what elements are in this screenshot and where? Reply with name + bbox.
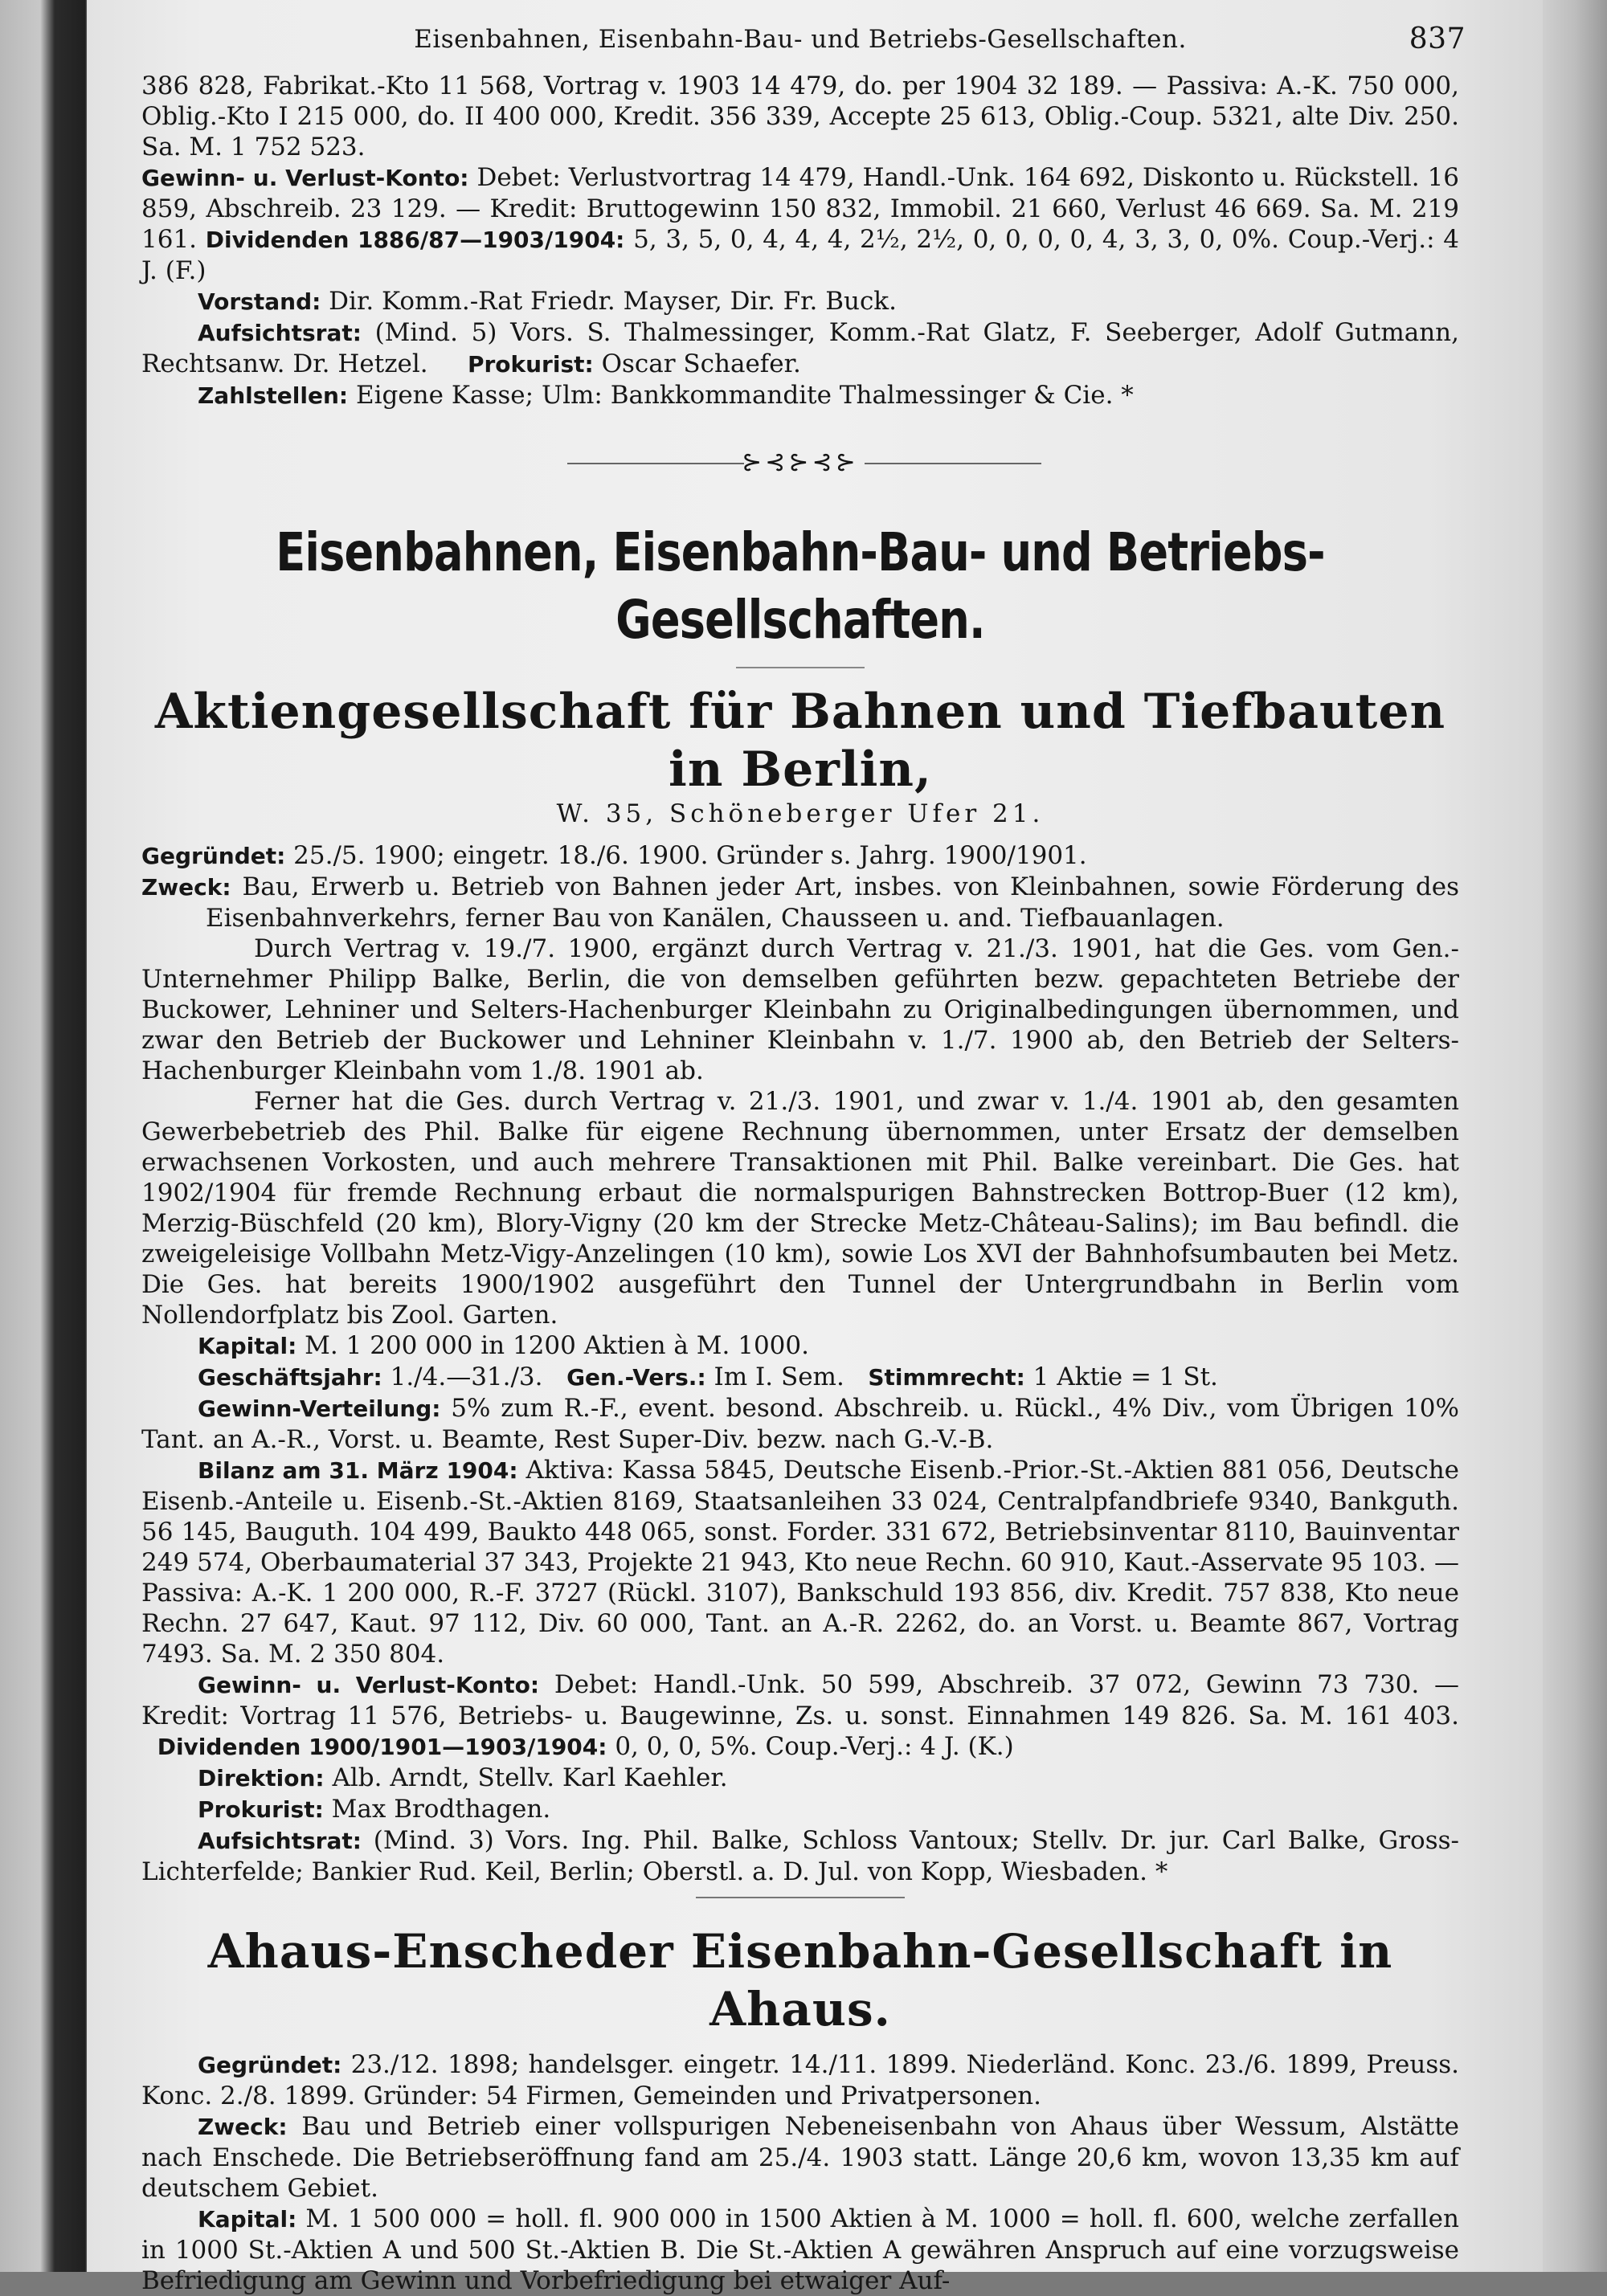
running-title: Eisenbahnen, Eisenbahn-Bau- und Betriebs-Gesellschaften. bbox=[414, 25, 1187, 54]
section-ornament bbox=[141, 447, 1459, 479]
founded-text: 23./12. 1898; handelsger. eingetr. 14./11. 1899. Niederländ. Konc. 23./6. 1899, Preuss. Konc. 2./8. 1899. Gründer: 54 Firmen, Gemeinden und Privatpersonen. bbox=[141, 2050, 1460, 2110]
fiscal-year-text: 1./4.—31./3. bbox=[390, 1362, 543, 1391]
fiscal-paragraph bbox=[141, 1362, 1459, 1393]
voting-label: Stimmrecht: bbox=[868, 1364, 1025, 1391]
running-head bbox=[141, 22, 1466, 71]
purpose-paragraph bbox=[141, 872, 1459, 934]
gv-paragraph bbox=[141, 162, 1459, 286]
capital-label: Kapital: bbox=[198, 1333, 297, 1359]
capital-text: M. 1 200 000 in 1200 Aktien à M. 1000. bbox=[305, 1331, 809, 1360]
direction-paragraph bbox=[141, 1763, 1459, 1794]
balance-label: Bilanz am 31. März 1904: bbox=[198, 1457, 518, 1484]
purpose-text: Bau und Betrieb einer vollspurigen Nebeneisenbahn von Ahaus über Wessum, Alstätte nach Enschede. Die Betriebseröffnung fand am 25./4. 1903 statt. Länge 20,6 km, wovon 13,35 km auf deutschem Gebiet. bbox=[141, 2112, 1459, 2203]
fiscal-year-label: Geschäftsjahr: bbox=[198, 1364, 382, 1391]
capital-paragraph bbox=[141, 2204, 1459, 2296]
founded-text: 25./5. 1900; eingetr. 18./6. 1900. Gründer s. Jahrg. 1900/1901. bbox=[293, 841, 1087, 870]
voting-text: 1 Aktie = 1 St. bbox=[1032, 1362, 1218, 1391]
gv-text: Debet: Verlustvortrag 14 479, Handl.-Unk. 164 692, Diskonto u. Rückstell. 16 859, Abschreib. 23 129. — Kredit: Bruttogewinn 150 832, Immobil. 21 660, Verlust 46 669. Sa. M. 219 161. bbox=[141, 163, 1460, 254]
company-address: W. 35, Schöneberger Ufer 21. bbox=[556, 799, 1045, 828]
company-title: Aktiengesellschaft für Bahnen und Tiefbauten in Berlin, bbox=[154, 684, 1446, 798]
ornament-glyph: ⊱⊰⊱⊰⊱ bbox=[742, 448, 859, 476]
capital-label: Kapital: bbox=[198, 2206, 297, 2233]
scanned-page bbox=[87, 0, 1543, 2295]
vorstand-label: Vorstand: bbox=[198, 288, 321, 315]
prokurist-paragraph bbox=[141, 1794, 1459, 1825]
page-edge bbox=[1543, 0, 1607, 2272]
founded-paragraph bbox=[141, 840, 1459, 872]
ornament-rule-left bbox=[567, 463, 744, 464]
company-entry-2 bbox=[141, 1922, 1459, 2296]
page-content bbox=[141, 22, 1466, 2296]
previous-entry bbox=[141, 71, 1459, 411]
pl-text: Debet: Handl.-Unk. 50 599, Abschreib. 37 072, Gewinn 73 730. — Kredit: Vortrag 11 576, Betriebs- u. Baugewinne, Zs. u. sonst. Einnahmen 149 826. Sa. M. 161 403. bbox=[141, 1670, 1460, 1730]
business-paragraph: Ferner hat die Ges. durch Vertrag v. 21./3. 1901, und zwar v. 1./4. 1901 ab, den gesamten Gewerbebetrieb des Phil. Balke für eigene Rechnung übernommen, unter Ersatz der demselben erwachsenen Vorkosten, und auch mehrere Transaktionen mit Phil. Balke vereinbart. Die Ges. hat 1902/1904 für fremde Rechnung erbaut die normalspurigen Bahnstrecken Bottrop-Buer (12 km), Merzig-Büschfeld (20 km), Blory-Vigny (20 km der Strecke Metz-Château-Salins); im Bau befindl. die zweigeleisige Vollbahn Metz-Vigy-Anzelingen (10 km), sowie Los XVI der Bahnhofsumbauten bei Metz. Die Ges. hat bereits 1900/1902 ausgeführt den Tunnel der Untergrundbahn in Berlin vom Nollendorfplatz bis Zool. Garten. bbox=[141, 1087, 1459, 1330]
founded-label: Gegründet: bbox=[198, 2052, 342, 2078]
dividend-label: Dividenden 1900/1901—1903/1904: bbox=[157, 1734, 607, 1760]
direction-label: Direktion: bbox=[198, 1765, 325, 1791]
balance-text: Aktiva: Kassa 5845, Deutsche Eisenb.-Prior.-St.-Aktien 881 056, Deutsche Eisenb.-Anteile u. Eisenb.-St.-Aktien 8169, Staatsanleihen 33 024, Centralpfandbriefe 9340, Bankguth. 56 145, Bauguth. 104 499, Baukto 448 065, sonst. Forder. 331 672, Betriebsinventar 8110, Bauinventar 249 574, Oberbaumaterial 37 343, Projekte 21 943, Kto neue Rechn. 60 910, Kaut.-Asservate 95 103. — Passiva: A.-K. 1 200 000, R.-F. 3727 (Rückl. 3107), Bankschuld 193 856, div. Kredit. 757 838, Kto neue Rechn. 27 647, Kaut. 97 112, Div. 60 000, Tant. an A.-R. 2262, do. an Vorst. u. Beamte 867, Vortrag 7493. Sa. M. 2 350 804. bbox=[141, 1456, 1459, 1669]
purpose-label: Zweck: bbox=[141, 874, 231, 901]
dividend-text: 0, 0, 0, 5%. Coup.-Verj.: 4 J. (K.) bbox=[615, 1732, 1014, 1761]
prokurist-label: Prokurist: bbox=[467, 351, 594, 378]
ornament-rule-right bbox=[865, 463, 1041, 464]
meeting-text: Im I. Sem. bbox=[714, 1362, 844, 1391]
purpose-label: Zweck: bbox=[198, 2114, 288, 2140]
zahlstellen-label: Zahlstellen: bbox=[198, 382, 349, 409]
prokurist-text: Max Brodthagen. bbox=[331, 1795, 551, 1824]
capital-text: M. 1 500 000 = holl. fl. 900 000 in 1500 Aktien à M. 1000 = holl. fl. 600, welche zerfallen in 1000 St.-Aktien A und 500 St.-Aktien B. Die St.-Aktien A gewähren Anspruch auf eine vorzugsweise Befriedigung am Gewinn und Vorbefriedigung bei etwaiger Auf- bbox=[141, 2204, 1459, 2295]
pl-paragraph bbox=[141, 1669, 1459, 1763]
profit-distribution-text: 5% zum R.-F., event. besond. Abschreib. u. Rückl., 4% Div., vom Übrigen 10% Tant. an A.-R., Vorst. u. Beamte, Rest Super-Div. bezw. nach G.-V.-B. bbox=[141, 1394, 1459, 1454]
balance-continuation: 386 828, Fabrikat.-Kto 11 568, Vortrag v. 1903 14 479, do. per 1904 32 189. — Passiva: A.-K. 750 000, Oblig.-Kto I 215 000, do. II 400 000, Kredit. 356 339, Accepte 25 613, Oblig.-Coup. 5321, alte Div. 250. Sa. M. 1 752 523. bbox=[141, 71, 1459, 161]
profit-distribution-paragraph bbox=[141, 1393, 1459, 1455]
vorstand-paragraph bbox=[141, 286, 1459, 317]
page-number: 837 bbox=[1409, 22, 1466, 55]
balance-paragraph bbox=[141, 1455, 1459, 1669]
section-title: Eisenbahnen, Eisenbahn-Bau- und Betriebs-Gesellschaften. bbox=[276, 521, 1325, 651]
company-title: Ahaus-Enscheder Eisenbahn-Gesellschaft in Ahaus. bbox=[207, 1924, 1393, 2037]
company-entry-1 bbox=[141, 683, 1459, 1887]
supervisory-board-label: Aufsichtsrat: bbox=[198, 1828, 362, 1854]
prokurist-label: Prokurist: bbox=[198, 1796, 324, 1823]
contract-paragraph: Durch Vertrag v. 19./7. 1900, ergänzt durch Vertrag v. 21./3. 1901, hat die Ges. vom Gen.-Unternehmer Philipp Balke, Berlin, die von demselben geführten bezw. gepachteten Betriebe der Buckower, Lehniner und Selters-Hachenburger Kleinbahn zu Originalbedingungen übernommen, und zwar den Betrieb der Buckower und Lehniner Kleinbahn v. 1./7. 1900 ab, den Betrieb der Selters-Hachenburger Kleinbahn vom 1./8. 1901 ab. bbox=[141, 934, 1459, 1085]
zahlstellen-paragraph bbox=[141, 380, 1459, 411]
supervisory-board-text: (Mind. 3) Vors. Ing. Phil. Balke, Schloss Vantoux; Stellv. Dr. jur. Carl Balke, Gross-Lichterfelde; Bankier Rud. Keil, Berlin; Oberstl. a. D. Jul. von Kopp, Wiesbaden. * bbox=[141, 1826, 1459, 1886]
prokurist-text: Oscar Schaefer. bbox=[601, 349, 801, 378]
founded-label: Gegründet: bbox=[141, 843, 286, 869]
section-divider bbox=[736, 667, 865, 668]
aufsichtsrat-label: Aufsichtsrat: bbox=[198, 320, 362, 346]
profit-distribution-label: Gewinn-Verteilung: bbox=[198, 1395, 441, 1422]
dividend-text: 5, 3, 5, 0, 4, 4, 4, 2½, 2½, 0, 0, 0, 0, 4, 3, 3, 0, 0%. Coup.-Verj.: 4 J. (F.) bbox=[141, 225, 1460, 285]
dividend-label: Dividenden 1886/87—1903/1904: bbox=[205, 227, 625, 253]
purpose-text: Bau, Erwerb u. Betrieb von Bahnen jeder Art, insbes. von Kleinbahnen, sowie Förderung des Eisenbahnverkehrs, ferner Bau von Kanälen, Chausseen u. and. Tiefbauanlagen. bbox=[206, 872, 1459, 933]
supervisory-board-paragraph bbox=[141, 1825, 1459, 1887]
vorstand-text: Dir. Komm.-Rat Friedr. Mayser, Dir. Fr. Buck. bbox=[329, 287, 897, 316]
gv-label: Gewinn- u. Verlust-Konto: bbox=[141, 165, 469, 191]
capital-paragraph bbox=[141, 1330, 1459, 1362]
aufsichtsrat-paragraph bbox=[141, 317, 1459, 380]
zahlstellen-text: Eigene Kasse; Ulm: Bankkommandite Thalmessinger & Cie. * bbox=[355, 381, 1134, 410]
entry-divider bbox=[696, 1897, 905, 1898]
pl-label: Gewinn- u. Verlust-Konto: bbox=[198, 1672, 540, 1698]
direction-text: Alb. Arndt, Stellv. Karl Kaehler. bbox=[332, 1763, 728, 1792]
aufsichtsrat-text: (Mind. 5) Vors. S. Thalmessinger, Komm.-Rat Glatz, F. Seeberger, Adolf Gutmann, Rechtsanw. Dr. Hetzel. bbox=[141, 318, 1459, 378]
meeting-label: Gen.-Vers.: bbox=[566, 1364, 706, 1391]
founded-paragraph bbox=[141, 2049, 1459, 2111]
book-gutter bbox=[0, 0, 87, 2272]
purpose-paragraph bbox=[141, 2111, 1459, 2204]
